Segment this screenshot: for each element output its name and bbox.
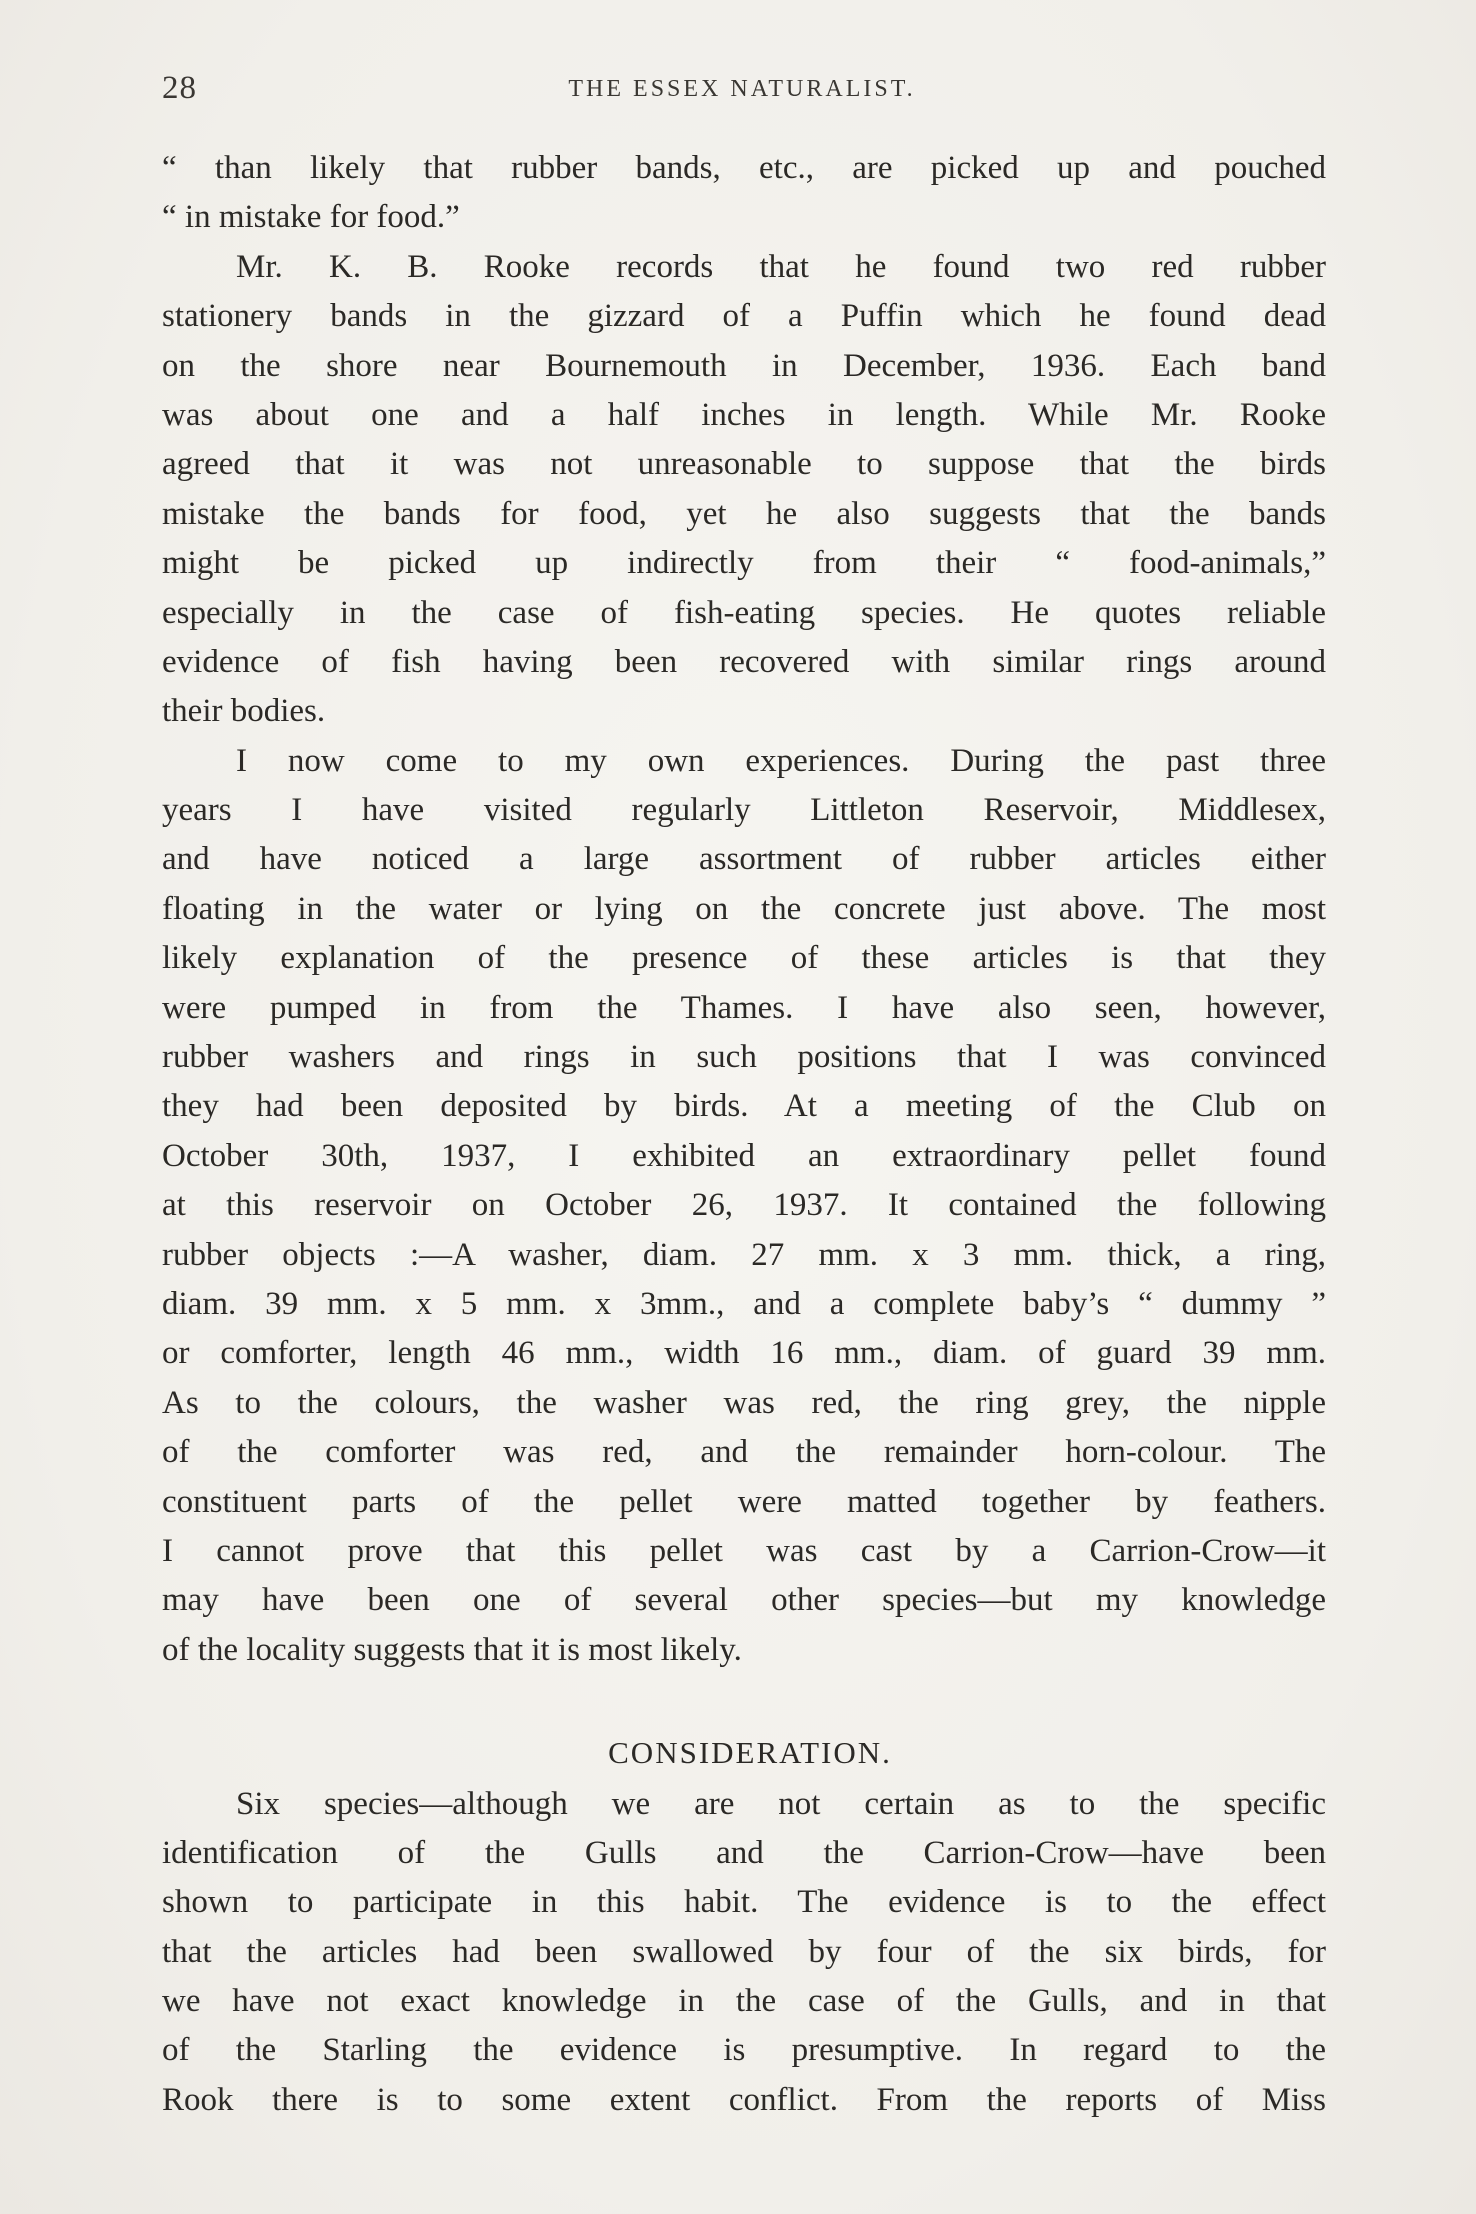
paragraph (162, 737, 1326, 1675)
text-line: may have been one of several other species—but my knowledge (162, 1582, 1326, 1619)
text-line: they had been deposited by birds. At a meeting of the Club on (162, 1088, 1326, 1125)
text-line: identification of the Gulls and the Carrion-Crow—have been (162, 1834, 1326, 1871)
bottom-paragraphs (162, 1780, 1326, 2126)
text-line: agreed that it was not unreasonable to suppose that the birds (162, 446, 1326, 483)
page-number: 28 (162, 70, 197, 106)
text-line: “ in mistake for food.” (162, 199, 460, 236)
text-line: Six species—although we are not certain as to the specific (236, 1785, 1326, 1822)
text-line: and have noticed a large assortment of rubber articles either (162, 841, 1326, 878)
text-line: shown to participate in this habit. The evidence is to the effect (162, 1884, 1326, 1921)
text-line: years I have visited regularly Littleton Reservoir, Middlesex, (162, 792, 1326, 829)
text-line: “ than likely that rubber bands, etc., are picked up and pouched (162, 150, 1326, 186)
text-line: I cannot prove that this pellet was cast by a Carrion-Crow—it (162, 1532, 1326, 1569)
text-line: evidence of fish having been recovered with similar rings around (162, 643, 1326, 680)
body-text (162, 144, 1326, 2125)
top-paragraphs (162, 144, 1326, 1675)
text-line: were pumped in from the Thames. I have also seen, however, (162, 989, 1326, 1026)
text-line: rubber objects :—A washer, diam. 27 mm. x 3 mm. thick, a ring, (162, 1236, 1326, 1273)
text-line: on the shore near Bournemouth in December, 1936. Each band (162, 347, 1326, 384)
text-line: October 30th, 1937, I exhibited an extraordinary pellet found (162, 1137, 1326, 1174)
paragraph (162, 144, 1326, 243)
text-line: I now come to my own experiences. During the past three (236, 742, 1326, 779)
text-line: might be picked up indirectly from their “ food-animals,” (162, 545, 1326, 582)
text-line: at this reservoir on October 26, 1937. It contained the following (162, 1187, 1326, 1224)
text-line: floating in the water or lying on the concrete just above. The most (162, 890, 1326, 927)
text-line: diam. 39 mm. x 5 mm. x 3mm., and a complete baby’s “ dummy ” (162, 1285, 1326, 1322)
text-line: of the comforter was red, and the remainder horn-colour. The (162, 1434, 1326, 1471)
running-head (162, 70, 1322, 118)
text-line: especially in the case of fish-eating species. He quotes reliable (162, 594, 1326, 631)
text-line: we have not exact knowledge in the case of the Gulls, and in that (162, 1983, 1326, 2020)
text-line: that the articles had been swallowed by four of the six birds, for (162, 1933, 1326, 1970)
running-title: THE ESSEX NATURALIST. (568, 76, 916, 102)
text-line: was about one and a half inches in length. While Mr. Rooke (162, 396, 1326, 433)
text-line: of the locality suggests that it is most likely. (162, 1631, 742, 1668)
paragraph (162, 243, 1326, 737)
text-line: mistake the bands for food, yet he also suggests that the bands (162, 495, 1326, 532)
text-line: likely explanation of the presence of these articles is that they (162, 940, 1326, 977)
text-line: of the Starling the evidence is presumptive. In regard to the (162, 2032, 1326, 2069)
text-line: rubber washers and rings in such positions that I was convinced (162, 1039, 1326, 1076)
paragraph (162, 1780, 1326, 2126)
text-line: constituent parts of the pellet were matted together by feathers. (162, 1483, 1326, 1520)
section-heading: CONSIDERATION. (608, 1735, 892, 1771)
text-line: their bodies. (162, 693, 326, 730)
text-line: Rook there is to some extent conflict. From the reports of Miss (162, 2081, 1326, 2118)
text-line: stationery bands in the gizzard of a Puffin which he found dead (162, 298, 1326, 335)
text-line: or comforter, length 46 mm., width 16 mm., diam. of guard 39 mm. (162, 1335, 1326, 1372)
text-line: As to the colours, the washer was red, the ring grey, the nipple (162, 1384, 1326, 1421)
text-line: Mr. K. B. Rooke records that he found two red rubber (236, 248, 1326, 285)
